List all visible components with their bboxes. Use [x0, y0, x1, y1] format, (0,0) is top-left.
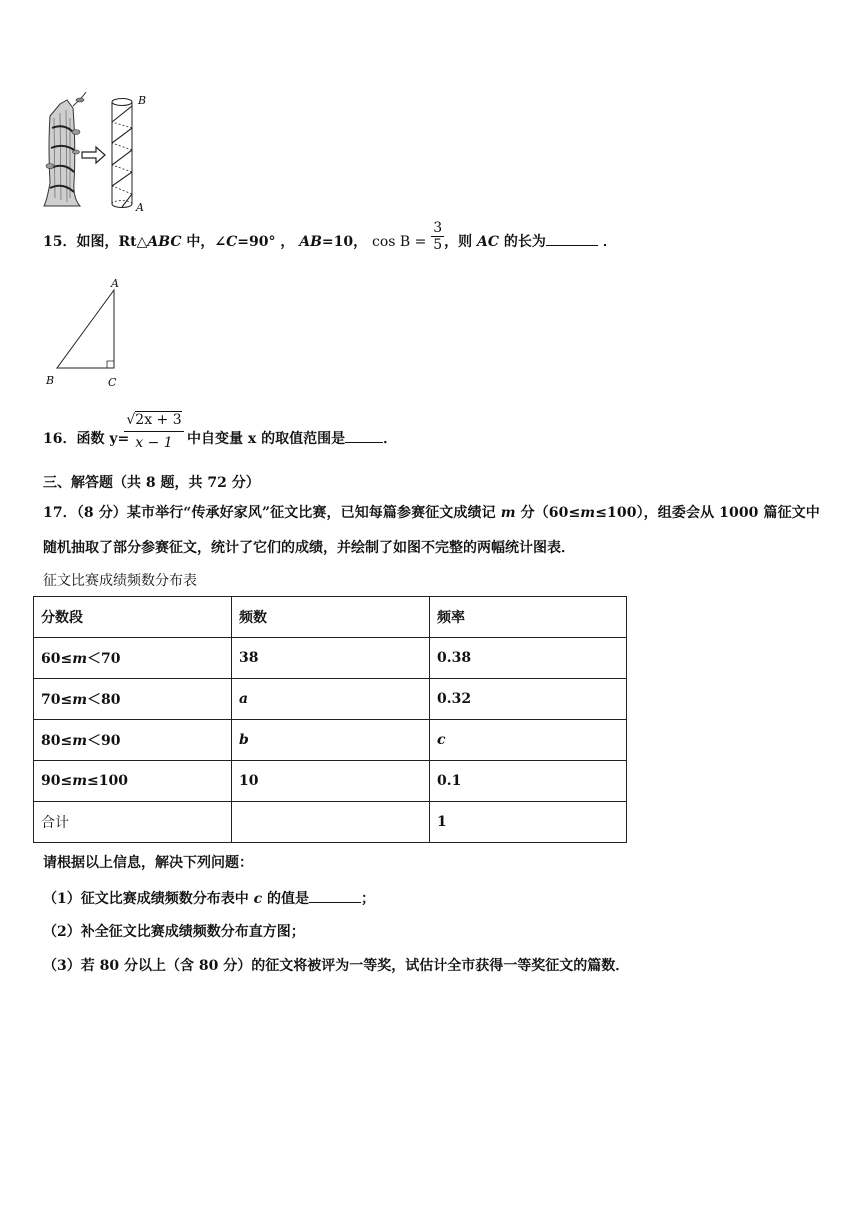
function-fraction: √2x + 3 x − 1	[124, 412, 184, 451]
question-15: 15．如图，Rt△ABC 中，∠C=90° ， AB=10， cos B = $\frac{3}{5}$ ，则 AC 的长为 ．	[43, 219, 617, 253]
table-row	[34, 638, 627, 679]
question-number: 15．	[43, 234, 77, 250]
range-cell: 70≤m＜80	[34, 679, 232, 720]
questions-intro: 请根据以上信息，解决下列问题：	[43, 855, 253, 871]
question-16: 16．函数 y=	[43, 431, 130, 447]
freq-cell: 0.1	[430, 761, 627, 802]
freq-cell: c	[430, 720, 627, 761]
arrow-icon	[82, 147, 105, 163]
table-row	[34, 761, 627, 802]
sqrt-icon: √	[126, 412, 136, 428]
count-cell: b	[232, 720, 430, 761]
answer-blank	[345, 428, 383, 443]
freq-cell: 0.38	[430, 638, 627, 679]
count-cell: 10	[232, 761, 430, 802]
table-total-row	[34, 802, 627, 843]
table-title: 征文比赛成绩频数分布表	[43, 573, 197, 589]
question-17-line1: 17．（8 分）某市举行“传承好家风”征文比赛，已知每篇参赛征文成绩记 m 分（60≤m≤100），组委会从 1000 篇征文中	[43, 505, 820, 521]
section-heading: 三、解答题（共 8 题，共 72 分）	[43, 475, 260, 491]
answer-blank	[309, 888, 361, 903]
cylinder-label-a: A	[136, 201, 144, 214]
sub-question-3: （3）若 80 分以上（含 80 分）的征文将被评为一等奖，试估计全市获得一等奖征文的篇数．	[43, 958, 630, 974]
freq-cell: 0.32	[430, 679, 627, 720]
sub-question-2: （2）补全征文比赛成绩频数分布直方图；	[43, 924, 305, 940]
triangle-label-c: C	[108, 376, 117, 389]
question-17-line2: 随机抽取了部分参赛征文，统计了它们的成绩，并绘制了如图不完整的两幅统计图表．	[43, 540, 575, 556]
header-cell: 频数	[232, 597, 430, 638]
header-cell: 频率	[430, 597, 627, 638]
total-label-cell: 合计	[34, 802, 232, 843]
sub-question-1: （1）征文比赛成绩频数分布表中 c 的值是 ；	[43, 888, 375, 908]
cylinder-label-b: B	[138, 94, 147, 107]
answer-blank	[546, 231, 598, 246]
total-freq-cell: 1	[430, 802, 627, 843]
count-cell: a	[232, 679, 430, 720]
range-cell: 90≤m≤100	[34, 761, 232, 802]
cos-b-expression: cos B =	[372, 234, 427, 250]
total-count-cell	[232, 802, 430, 843]
table-row	[34, 679, 627, 720]
range-cell: 60≤m＜70	[34, 638, 232, 679]
triangle-label-b: B	[46, 374, 55, 387]
fraction-3-5: $\frac{3}{5}$	[433, 219, 443, 253]
header-cell: 分数段	[34, 597, 232, 638]
range-cell: 80≤m＜90	[34, 720, 232, 761]
frequency-table	[33, 596, 627, 843]
triangle-label-a: A	[111, 277, 119, 290]
count-cell: 38	[232, 638, 430, 679]
table-header-row	[34, 597, 627, 638]
question-number: 16．	[43, 431, 77, 447]
tree-illustration	[44, 92, 86, 206]
cylinder-diagram	[112, 99, 132, 208]
tree-cylinder-figure	[40, 88, 160, 216]
table-row	[34, 720, 627, 761]
